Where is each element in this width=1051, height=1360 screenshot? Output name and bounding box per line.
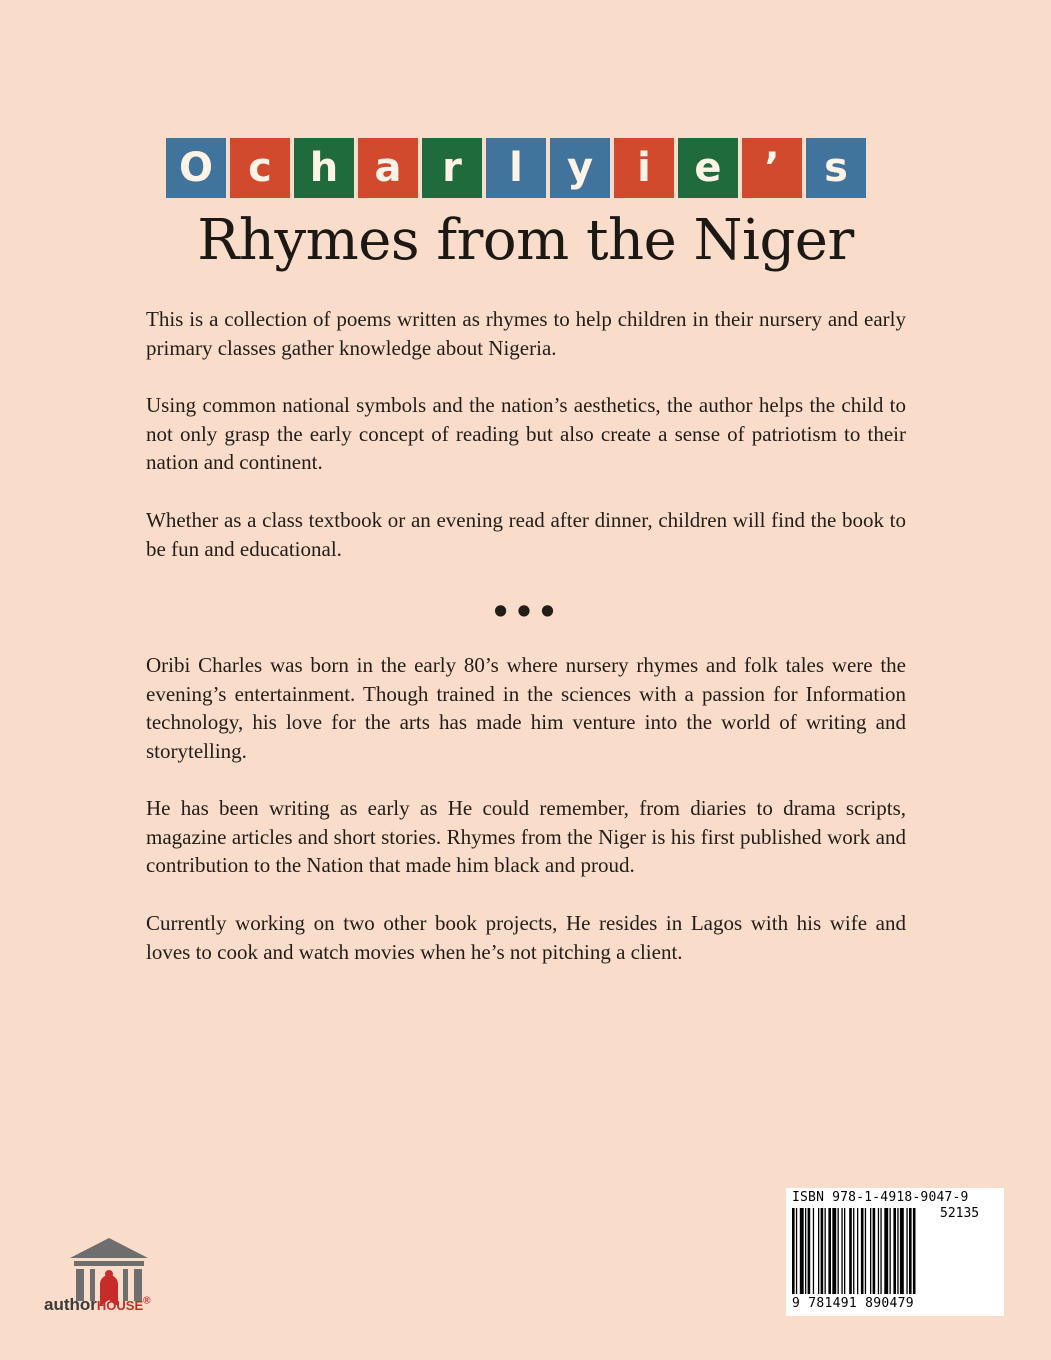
bio-paragraph-2: He has been writing as early as He could remember, from diaries to drama scripts, magazine articles and short stories. Rhymes from the Niger is his first published work and contribution to the Nation that made him black and proud. (146, 796, 906, 878)
blurb-paragraph-2: Using common national symbols and the nation’s aesthetics, the author helps the child to not only grasp the early concept of reading but also create a sense of patriotism to their nation and continent. (146, 393, 906, 475)
title-letter-tile: s (806, 138, 866, 198)
section-separator: ••• (490, 593, 561, 631)
barcode-bar (884, 1208, 888, 1294)
barcode-bar (909, 1208, 912, 1294)
title-letter-tile: r (422, 138, 482, 198)
title-letter-tile: c (230, 138, 290, 198)
bio-paragraph-1: Oribi Charles was born in the early 80’s where nursery rhymes and folk tales were the evening’s entertainment. Though trained in the sciences with a passion for Information technology, his love for the arts has made him venture into the world of writing and storytelling. (146, 653, 906, 763)
barcode-bar (838, 1208, 839, 1294)
title-letter-tile: l (486, 138, 546, 198)
barcode-bar (890, 1208, 891, 1294)
barcode-bar (870, 1208, 871, 1294)
barcode-bar (818, 1208, 819, 1294)
barcode-bars (792, 1208, 998, 1296)
isbn-barcode (786, 1188, 1004, 1316)
barcode-bar (808, 1208, 811, 1294)
barcode-bar (825, 1208, 826, 1294)
ean-digits: 9 781491 890479 (792, 1296, 914, 1311)
barcode-bar (900, 1208, 904, 1294)
publisher-name: authorHOUSE® (44, 1295, 151, 1314)
barcode-bar (813, 1208, 814, 1294)
barcode-bar (913, 1208, 916, 1294)
title-letter-tile: i (614, 138, 674, 198)
title-letter-tile: a (358, 138, 418, 198)
book-subtitle: Rhymes from the Niger (197, 208, 854, 273)
barcode-bar (805, 1208, 806, 1294)
barcode-bar (865, 1208, 866, 1294)
barcode-bar (792, 1208, 795, 1294)
barcode-bar (844, 1208, 845, 1294)
barcode-bar (861, 1208, 864, 1294)
barcode-bar (853, 1208, 854, 1294)
barcode-bar (878, 1208, 879, 1294)
barcode-bar (821, 1208, 824, 1294)
title-letter-tile: ’ (742, 138, 802, 198)
blurb-paragraph-1: This is a collection of poems written as rhymes to help children in their nursery and early primary classes gather knowledge about Nigeria. (146, 307, 906, 360)
barcode-bar (796, 1208, 797, 1294)
price-code: 52135 (940, 1206, 980, 1221)
barcode-bar (893, 1208, 896, 1294)
barcode-bar (828, 1208, 831, 1294)
isbn-label: ISBN 978-1-4918-9047-9 (792, 1190, 969, 1205)
title-letter-tile: O (166, 138, 226, 198)
blurb-paragraph-3: Whether as a class textbook or an evening read after dinner, children will find the book to be fun and educational. (146, 508, 906, 561)
title-letter-tile: h (294, 138, 354, 198)
title-letter-tile: e (678, 138, 738, 198)
barcode-bar (832, 1208, 836, 1294)
title-letter-tile: y (550, 138, 610, 198)
title-letter-tiles (166, 138, 866, 200)
bio-paragraph-3: Currently working on two other book projects, He resides in Lagos with his wife and loves to cook and watch movies when he’s not pitching a client. (146, 911, 906, 964)
barcode-bar (841, 1208, 842, 1294)
barcode-bar (857, 1208, 858, 1294)
barcode-bar (897, 1208, 898, 1294)
barcode-bar (849, 1208, 852, 1294)
barcode-bar (880, 1208, 881, 1294)
barcode-bar (906, 1208, 907, 1294)
barcode-bar (873, 1208, 876, 1294)
barcode-bar (800, 1208, 804, 1294)
